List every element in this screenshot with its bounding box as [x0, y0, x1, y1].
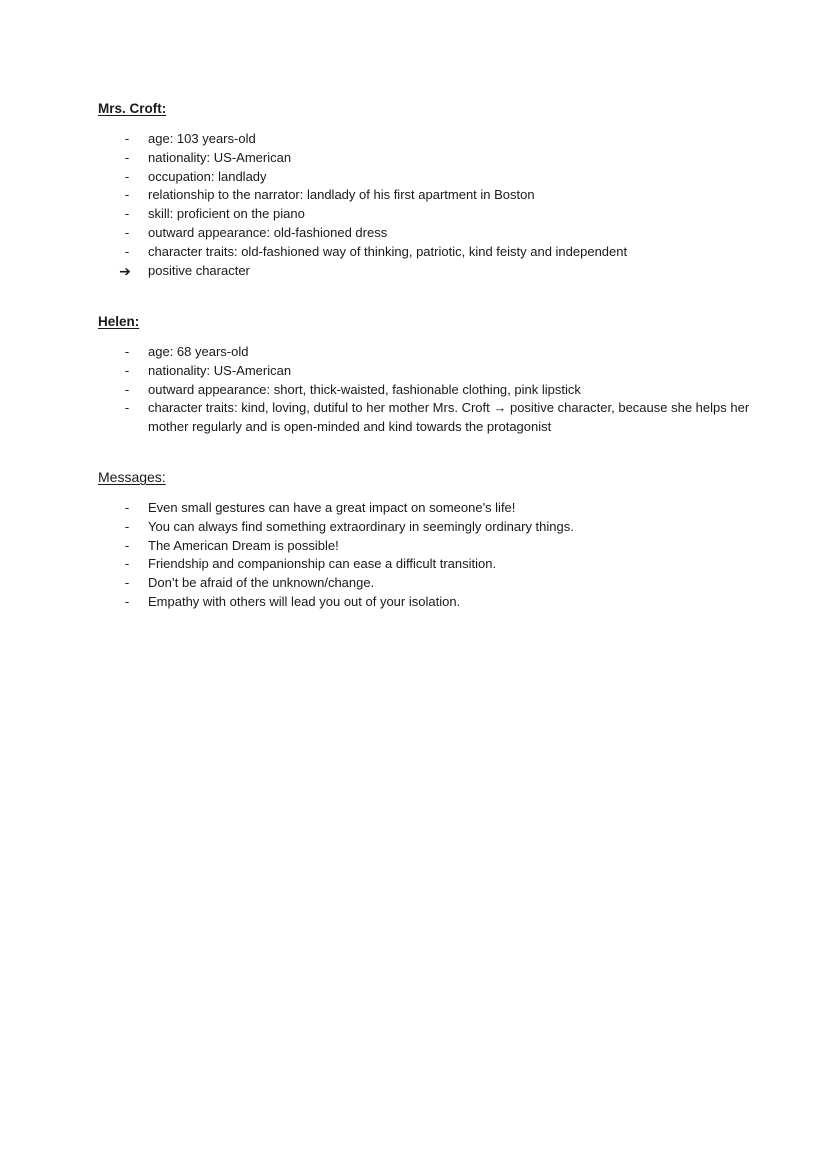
dash-bullet: -	[124, 243, 130, 259]
list-item	[98, 518, 758, 537]
list-mrs-croft	[98, 130, 758, 280]
section-messages	[98, 468, 758, 612]
list-item-text: Empathy with others will lead you out of your isolation.	[148, 593, 461, 609]
dash-bullet: -	[124, 187, 130, 203]
list-item-text: skill: proficient on the piano	[148, 206, 305, 222]
dash-bullet: -	[124, 224, 130, 240]
section-helen	[98, 312, 758, 437]
list-messages	[98, 499, 758, 612]
dash-bullet: -	[124, 131, 130, 146]
list-item	[98, 499, 758, 518]
list-item-text: nationality: US-American	[148, 149, 292, 165]
list-item-text: Friendship and companionship can ease a difficult transition.	[148, 556, 497, 572]
dash-bullet: -	[124, 400, 130, 416]
dash-bullet: -	[124, 344, 130, 359]
list-item	[98, 574, 758, 593]
list-item	[98, 399, 758, 437]
list-item	[98, 343, 758, 362]
list-item	[98, 381, 758, 400]
dash-bullet: -	[124, 575, 130, 591]
list-item-text: relationship to the narrator: landlady of his first apartment in Boston	[148, 187, 535, 203]
list-item-text: positive character	[148, 262, 250, 278]
list-helen	[98, 343, 758, 437]
list-item-text: age: 68 years-old	[148, 344, 249, 359]
dash-bullet: -	[124, 168, 130, 184]
list-item-text: Don’t be afraid of the unknown/change.	[148, 575, 375, 591]
list-item-text: outward appearance: old-fashioned dress	[148, 224, 388, 240]
section-mrs-croft	[98, 99, 758, 280]
list-item	[98, 168, 758, 187]
list-item-text: outward appearance: short, thick-waisted, fashionable clothing, pink lipstick	[148, 381, 581, 397]
list-item-text: character traits: old-fashioned way of thinking, patriotic, kind feisty and independent	[148, 243, 628, 259]
dash-bullet: -	[124, 362, 130, 378]
dash-bullet: -	[124, 556, 130, 572]
list-item-text: The American Dream is possible!	[148, 537, 339, 553]
dash-bullet: -	[124, 518, 130, 534]
list-item	[98, 593, 758, 612]
list-item	[98, 130, 758, 149]
arrow-bullet-icon: ➔	[119, 262, 131, 279]
dash-bullet: -	[124, 500, 130, 515]
list-item-text: occupation: landlady	[148, 168, 267, 184]
list-item	[98, 186, 758, 205]
heading-mrs-croft: Mrs. Croft:	[98, 101, 167, 116]
heading-helen: Helen:	[98, 314, 140, 329]
dash-bullet: -	[124, 381, 130, 397]
list-item	[98, 205, 758, 224]
dash-bullet: -	[124, 149, 130, 165]
list-item	[98, 537, 758, 556]
list-item-text: character traits: kind, loving, dutiful to her mother Mrs. Croft → positive character, because she helps her mother regularly and is open-minded and kind towards the protagonist	[148, 400, 750, 435]
list-item	[98, 224, 758, 243]
list-item-text: You can always find something extraordinary in seemingly ordinary things.	[148, 518, 574, 534]
list-item	[98, 262, 758, 281]
list-item-text: nationality: US-American	[148, 362, 292, 378]
list-item	[98, 362, 758, 381]
list-item	[98, 149, 758, 168]
dash-bullet: -	[124, 593, 130, 609]
dash-bullet: -	[124, 206, 130, 222]
heading-messages: Messages:	[98, 469, 166, 485]
list-item-text: Even small gestures can have a great impact on someone's life!	[148, 500, 516, 515]
list-item	[98, 555, 758, 574]
list-item-text: age: 103 years-old	[148, 131, 256, 146]
dash-bullet: -	[124, 537, 130, 553]
list-item	[98, 243, 758, 262]
